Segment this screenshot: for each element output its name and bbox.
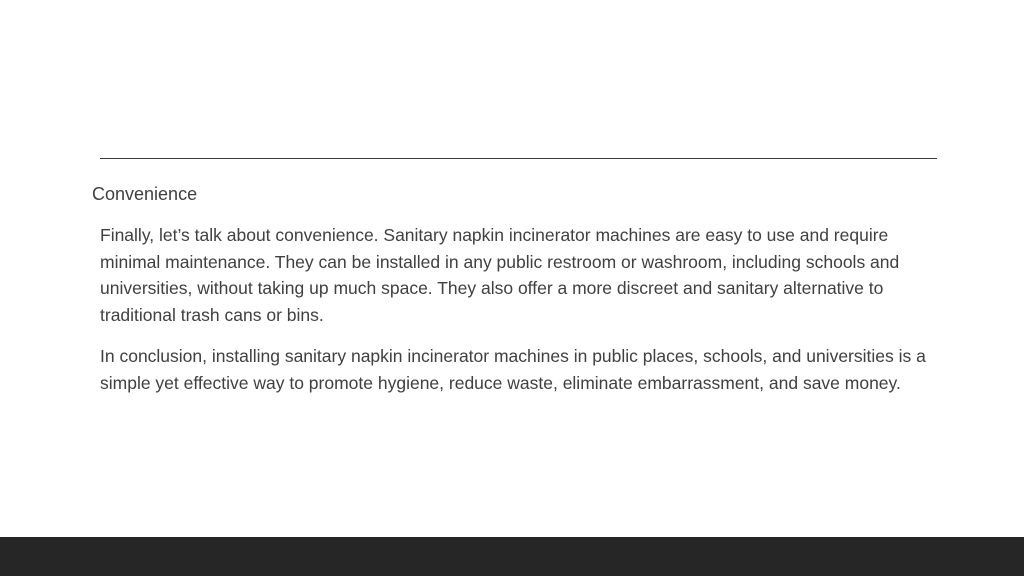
- body-paragraph-convenience: Finally, let’s talk about convenience. Sanitary napkin incinerator machines are easy to use and require minimal maintenance. They can be installed in any public restroom or washroom, including schools and universities, without taking up much space. They also offer a more discreet and sanitary alternative to traditional trash cans or bins.: [100, 225, 900, 325]
- slide-heading: Convenience: [92, 184, 198, 204]
- divider-line: [100, 158, 937, 159]
- body-paragraph-conclusion: In conclusion, installing sanitary napkin incinerator machines in public places, schools, and universities is a simple yet effective way to promote hygiene, reduce waste, eliminate embarrassment, and save money.: [100, 346, 926, 393]
- slide-body: [100, 222, 940, 411]
- footer-bar: [0, 537, 1024, 576]
